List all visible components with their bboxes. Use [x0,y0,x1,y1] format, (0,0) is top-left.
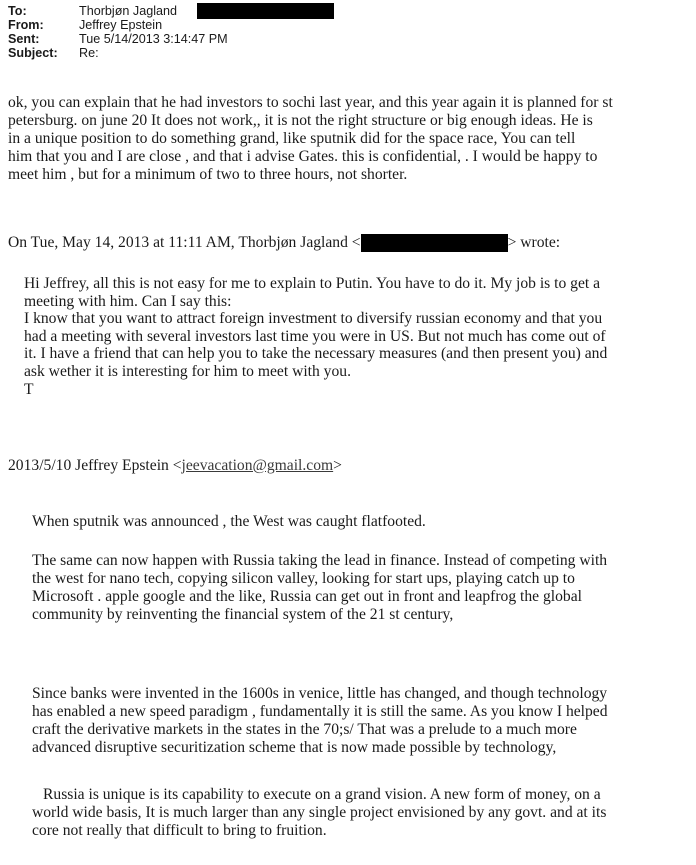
reply-body [8,94,613,184]
email-link[interactable]: jeevacation@gmail.com [181,457,334,474]
to-value: Thorbjøn Jagland [79,4,178,18]
to-label: To: [8,4,27,18]
quote2-para2-line: the west for nano tech, copying silicon valley, looking for start ups, playing catch up to [32,570,575,587]
quote2-para2-line: Microsoft . apple google and the like, Russia can get out in front and leapfrog the global [32,588,582,605]
reply-line: meet him , but for a minimum of two to three hours, not shorter. [8,166,408,183]
subject-label: Subject: [8,46,58,60]
quote1-attribution-suffix: > wrote: [507,234,561,251]
quote2-para3-line: Since banks were invented in the 1600s in venice, little has changed, and though technology [32,685,608,702]
quote2-para3-line: craft the derivative markets in the states in the 70;s/ That was a prelude to a much more [32,721,577,738]
quote2-para1: When sputnik was announced , the West was caught flatfooted. [32,513,426,530]
quote1-body [24,275,607,398]
quote1-line: ask wether it is interesting for him to meet with you. [24,362,351,380]
reply-line: petersburg. on june 20 It does not work,, it is not the right structure or big enough ideas. He is [8,112,593,129]
quote2-para4-line: core not really that difficult to bring to fruition. [32,822,327,839]
quote2-attribution [8,457,342,475]
quote1-line: Hi Jeffrey, all this is not easy for me to explain to Putin. You have to do it. My job is to get a [24,275,601,292]
reply-line: ok, you can explain that he had investors to sochi last year, and this year again it is planned for st [8,94,613,111]
from-label: From: [8,18,44,32]
subject-value: Re: [79,46,99,60]
from-value: Jeffrey Epstein [79,18,163,32]
quote1-line: T [24,380,34,398]
quote1-attribution [8,234,560,252]
quote1-line: meeting with him. Can I say this: [24,292,232,310]
quote2-para2-line: community by reinventing the financial system of the 21 st century, [32,606,454,623]
sent-value: Tue 5/14/2013 3:14:47 PM [79,32,228,46]
quote2-attribution-suffix: > [333,457,342,474]
reply-line: in a unique position to do something grand, like sputnik did for the space race, You can tell [8,130,576,147]
quote2-para3-line: advanced disruptive securitization scheme that is now made possible by technology, [32,739,557,756]
quote1-line: had a meeting with several investors last time you were in US. But not much has come out of [24,327,606,345]
redaction-box [361,234,508,252]
quote2-para4 [32,786,606,840]
quote1-attribution-prefix: On Tue, May 14, 2013 at 11:11 AM, Thorbjøn Jagland < [8,234,361,251]
quote2-para3 [32,685,608,757]
quote2-para3-line: has enabled a new speed paradigm , fundamentally it is still the same. As you know I helped [32,703,608,720]
quote2-para2 [32,552,607,624]
quote1-line: it. I have a friend that can help you to take the necessary measures (and then present you) and [24,345,608,363]
sent-label: Sent: [8,32,40,46]
quote2-attribution-prefix: 2013/5/10 Jeffrey Epstein < [8,457,182,474]
quote2-para2-line: The same can now happen with Russia taking the lead in finance. Instead of competing with [32,552,608,569]
reply-line: him that you and I are close , and that i advise Gates. this is confidential, . I would be happy to [8,148,598,165]
quote2-para4-line: Russia is unique is its capability to execute on a grand vision. A new form of money, on a [43,786,601,803]
redaction-box [197,3,334,19]
quote2-para4-line: world wide basis, It is much larger than any single project envisioned by any govt. and at its [32,804,607,821]
quote1-line: I know that you want to attract foreign investment to diversify russian economy and that you [24,310,603,328]
